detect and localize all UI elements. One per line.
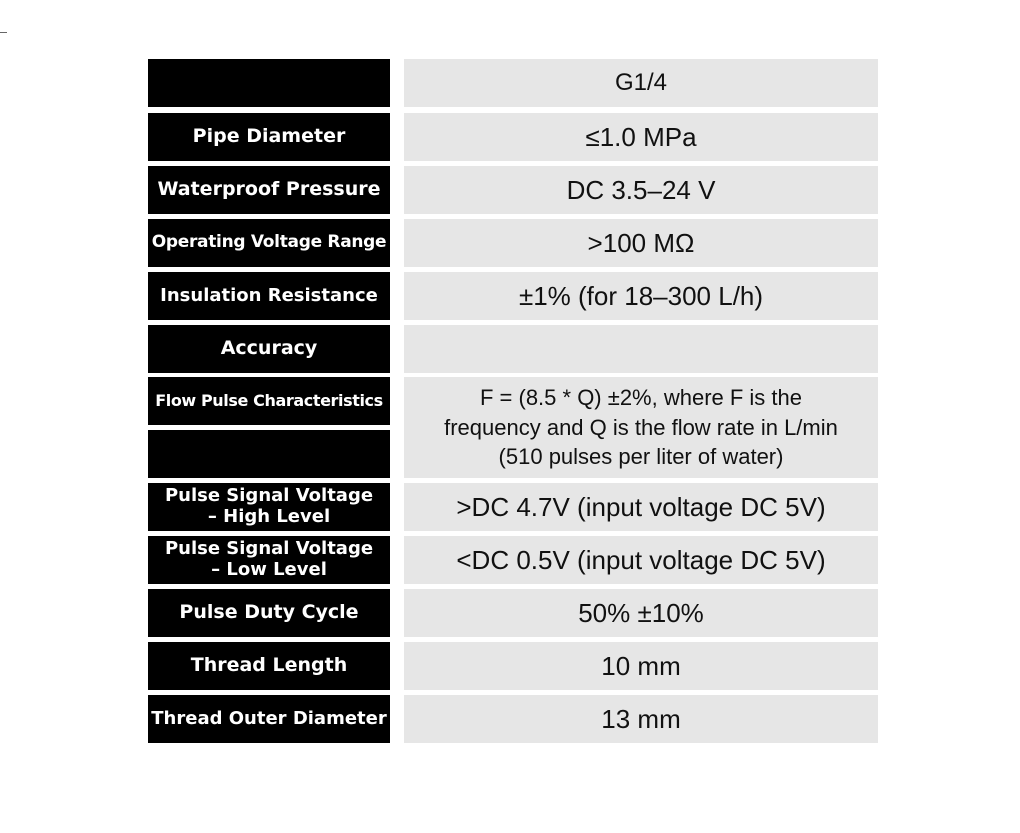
value-high-level: >DC 4.7V (input voltage DC 5V) <box>404 483 878 531</box>
flow-pulse-line-2: frequency and Q is the flow rate in L/min <box>444 414 838 440</box>
label-low-line-1: Pulse Signal Voltage <box>164 538 374 560</box>
value-thread-length: 10 mm <box>404 642 878 690</box>
label-low-line-2: – Low Level <box>211 559 327 580</box>
value-accuracy: ±1% (for 18–300 L/h) <box>404 272 878 320</box>
label-pulse-signal-high <box>148 483 390 531</box>
label-high-line-2: – High Level <box>207 506 331 527</box>
flow-pulse-line-1: F = (8.5 * Q) ±2%, where F is the <box>479 384 803 410</box>
label-flow-pulse-characteristics: Flow Pulse Characteristics <box>148 377 390 425</box>
flow-pulse-line-3: (510 pulses per liter of water) <box>498 444 784 470</box>
label-cell-empty-top <box>148 59 390 107</box>
value-voltage-range: DC 3.5–24 V <box>404 166 878 214</box>
label-waterproof-pressure: Waterproof Pressure <box>148 166 390 214</box>
value-flow-pulse <box>404 377 878 478</box>
value-pressure: ≤1.0 MPa <box>404 113 878 161</box>
label-cell-empty <box>148 430 390 478</box>
label-pulse-duty-cycle: Pulse Duty Cycle <box>148 589 390 637</box>
label-high-line-1: Pulse Signal Voltage <box>164 485 374 507</box>
value-thread-outer-diameter: 13 mm <box>404 695 878 743</box>
label-thread-length: Thread Length <box>148 642 390 690</box>
label-operating-voltage-range: Operating Voltage Range <box>148 219 390 267</box>
label-pulse-signal-low <box>148 536 390 584</box>
label-pipe-diameter: Pipe Diameter <box>148 113 390 161</box>
value-thread-size: G1/4 <box>404 59 878 107</box>
label-accuracy: Accuracy <box>148 325 390 373</box>
value-blank <box>404 325 878 373</box>
value-low-level: <DC 0.5V (input voltage DC 5V) <box>404 536 878 584</box>
value-insulation: >100 MΩ <box>404 219 878 267</box>
corner-mark <box>0 32 7 33</box>
value-duty-cycle: 50% ±10% <box>404 589 878 637</box>
label-insulation-resistance: Insulation Resistance <box>148 272 390 320</box>
label-thread-outer-diameter: Thread Outer Diameter <box>148 695 390 743</box>
